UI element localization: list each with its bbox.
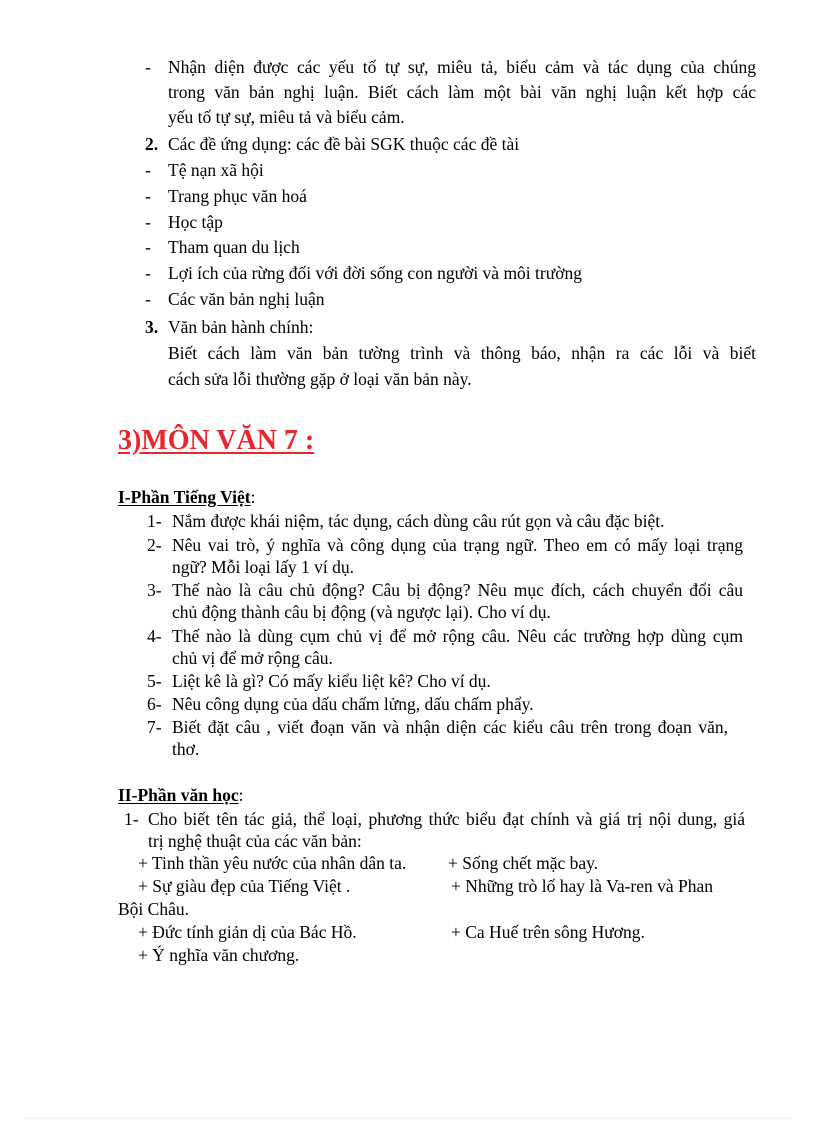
list-item-text: chủ vị để mở rộng câu. (172, 648, 333, 668)
bullet-text-line: trong văn bản nghị luận. Biết cách làm một bài văn nghị luận kết hợp các (168, 82, 756, 102)
work-item: + Ca Huế trên sông Hương. (451, 922, 645, 942)
item-text: Văn bản hành chính: (168, 317, 314, 337)
list-item-text: trị nghệ thuật của các văn bản: (148, 831, 362, 851)
work-item: + Đức tính giản dị của Bác Hồ. (138, 922, 357, 942)
list-item-text: Thế nào là dùng cụm chủ vị để mở rộng câu. Nêu các trường hợp dùng cụm (172, 626, 743, 646)
topic-item: Trang phục văn hoá (168, 186, 307, 206)
work-item-continuation: Bội Châu. (118, 899, 189, 919)
list-item-text: Nêu công dụng của dấu chấm lửng, dấu chấm phẩy. (172, 694, 534, 714)
work-item: + Những trò lố hay là Va-ren và Phan (451, 876, 714, 896)
part-heading-text: I-Phần Tiếng Việt (118, 487, 251, 507)
topic-item: Học tập (168, 212, 223, 232)
bullet-dash: - (145, 237, 151, 257)
bullet-dash: - (145, 263, 151, 283)
list-number: 6- (147, 694, 162, 714)
list-number: 7- (147, 717, 162, 737)
work-item: + Ý nghĩa văn chương. (138, 945, 300, 965)
topic-item: Lợi ích của rừng đối với đời sống con người và môi trường (168, 263, 582, 283)
list-item-text: thơ. (172, 739, 200, 759)
list-item-text: Nắm được khái niệm, tác dụng, cách dùng câu rút gọn và câu đặc biệt. (172, 511, 665, 531)
list-number: 5- (147, 671, 162, 691)
list-number: 4- (147, 626, 162, 646)
bullet-dash: - (145, 57, 151, 77)
item-number: 2. (145, 134, 159, 154)
list-item-text: chủ động thành câu bị động (và ngược lại). Cho ví dụ. (172, 602, 551, 622)
heading-colon: : (238, 785, 244, 805)
heading-colon: : (250, 487, 256, 507)
work-item: + Tinh thần yêu nước của nhân dân ta. (138, 853, 407, 873)
list-number: 1- (124, 809, 139, 829)
item-number: 3. (145, 317, 159, 337)
list-item-text: Biết đặt câu , viết đoạn văn và nhận diện các kiểu câu trên trong đoạn văn, (172, 717, 728, 737)
list-number: 2- (147, 535, 162, 555)
bullet-dash: - (145, 212, 151, 232)
item-text: Các đề ứng dụng: các đề bài SGK thuộc các đề tài (168, 134, 520, 154)
bullet-dash: - (145, 186, 151, 206)
list-number: 1- (147, 511, 162, 531)
bullet-text-line: yếu tố tự sự, miêu tả và biểu cảm. (168, 107, 405, 127)
list-item-text: ngữ? Mỗi loại lấy 1 ví dụ. (172, 557, 355, 577)
item-text-line: cách sửa lỗi thường gặp ở loại văn bản này. (168, 369, 472, 389)
topic-item: Các văn bản nghị luận (168, 289, 325, 309)
bullet-dash: - (145, 160, 151, 180)
page-bottom-rule (25, 1118, 791, 1119)
item-text-line: Biết cách làm văn bản tường trình và thông báo, nhận ra các lỗi và biết (168, 343, 756, 363)
topic-item: Tham quan du lịch (168, 237, 300, 257)
section-title: 3)MÔN VĂN 7 : (118, 425, 315, 456)
work-item: + Sự giàu đẹp của Tiếng Việt . (138, 876, 351, 896)
topic-item: Tệ nạn xã hội (168, 160, 264, 180)
list-item-text: Cho biết tên tác giả, thể loại, phương thức biểu đạt chính và giá trị nội dung, giá (148, 809, 745, 829)
part-heading-text: II-Phần văn học (118, 785, 239, 805)
list-item-text: Liệt kê là gì? Có mấy kiểu liệt kê? Cho ví dụ. (172, 671, 491, 691)
list-item-text: Thế nào là câu chủ động? Câu bị động? Nêu mục đích, cách chuyển đổi câu (172, 580, 743, 600)
part-heading (118, 486, 255, 508)
bullet-text-line: Nhận diện được các yếu tố tự sự, miêu tả, biểu cảm và tác dụng của chúng (168, 57, 756, 77)
bullet-dash: - (145, 289, 151, 309)
work-item: + Sống chết mặc bay. (448, 853, 599, 873)
list-item-text: Nêu vai trò, ý nghĩa và công dụng của trạng ngữ. Theo em có mấy loại trạng (172, 535, 743, 555)
list-number: 3- (147, 580, 162, 600)
part-heading (118, 784, 243, 806)
